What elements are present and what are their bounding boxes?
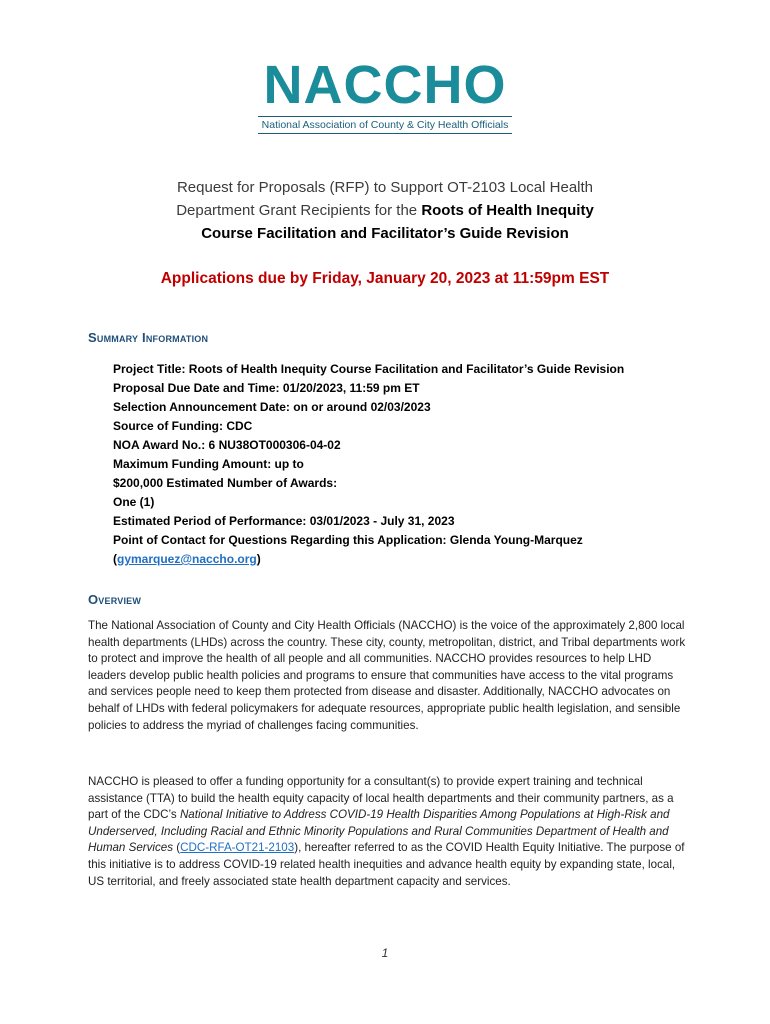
summary-heading: Summary Information (88, 330, 209, 345)
overview-paragraph-2 (88, 774, 688, 890)
overview-paragraph-1: The National Association of County and City Health Officials (NACCHO) is the voice of the approximately 2,800 local health departments (LHDs) across the country. These city, county, metropolitan, district, and Tribal departments work to protect and improve the health of all people and all communities. NACCHO provides resources to help LHD leaders develop public health policies and programs to ensure that communities have access to the vital programs and services people need to keep them protected from disease and disaster. Additionally, NACCHO advocates on behalf of LHDs with federal policymakers for adequate resources, appropriate public health legislation, and sensible policies to address the myriad of challenges facing communities. (88, 619, 686, 732)
title-line-3 (0, 222, 770, 245)
title-line-2-bold: Roots of Health Inequity (421, 202, 594, 219)
summary-line: Point of Contact for Questions Regarding this Application: Glenda Young-Marquez (113, 533, 583, 547)
logo-subtitle: National Association of County & City Health Officials (258, 116, 513, 134)
paren-open: ( (113, 552, 117, 566)
title-line-2 (0, 199, 770, 222)
summary-line: Estimated Period of Performance: 03/01/2023 - July 31, 2023 (113, 514, 455, 528)
p2-text-b: ( (173, 841, 181, 855)
contact-email-link[interactable]: gymarquez@naccho.org (117, 552, 257, 566)
summary-line: Source of Funding: CDC (113, 419, 253, 433)
contact-line (113, 550, 703, 569)
summary-line: Maximum Funding Amount: up to (113, 457, 304, 471)
summary-line: One (1) (113, 495, 155, 509)
title-line-3-bold: Course Facilitation and Facilitator’s Guide Revision (201, 225, 569, 242)
p2-initiative-title: National Initiative to Address COVID-19 Health Disparities Among Populations at High-Risk and Underserved, Including Racial and Ethnic Minority Populations and Rural Communities Department of Health and Human Services (88, 808, 670, 855)
naccho-logo (0, 55, 770, 134)
summary-line: $200,000 Estimated Number of Awards: (113, 476, 338, 490)
logo-wordmark: NACCHO (263, 55, 507, 115)
p2-text-a: NACCHO is pleased to offer a funding opportunity for a consultant(s) to provide expert training and technical assistance (TTA) to build the health equity capacity of local health departments and their community partners, as a part of the CDC’s (88, 775, 674, 822)
document-title (0, 176, 770, 245)
summary-line: Project Title: Roots of Health Inequity Course Facilitation and Facilitator’s Guide Revision (113, 362, 625, 376)
title-line-2-text: Department Grant Recipients for the (176, 202, 422, 219)
cdc-rfa-link[interactable]: CDC-RFA-OT21-2103 (180, 841, 295, 855)
application-due-date: Applications due by Friday, January 20, 2023 at 11:59pm EST (160, 270, 610, 287)
summary-line: Proposal Due Date and Time: 01/20/2023, 11:59 pm ET (113, 381, 420, 395)
paren-close: ) (256, 552, 261, 566)
p2-text-c: ), hereafter referred to as the COVID Health Equity Initiative. The purpose of this initiative is to address COVID-19 related health inequities and advance health equity by expanding state, local, US territorial, and freely associated state health department capacity and services. (88, 841, 685, 888)
title-line-1: Request for Proposals (RFP) to Support OT-2103 Local Health (176, 179, 594, 196)
summary-line: Selection Announcement Date: on or around 02/03/2023 (113, 400, 431, 414)
summary-list (113, 360, 703, 569)
summary-line: NOA Award No.: 6 NU38OT000306-04-02 (113, 438, 341, 452)
page-number: 1 (381, 946, 389, 960)
overview-heading: Overview (88, 592, 142, 607)
